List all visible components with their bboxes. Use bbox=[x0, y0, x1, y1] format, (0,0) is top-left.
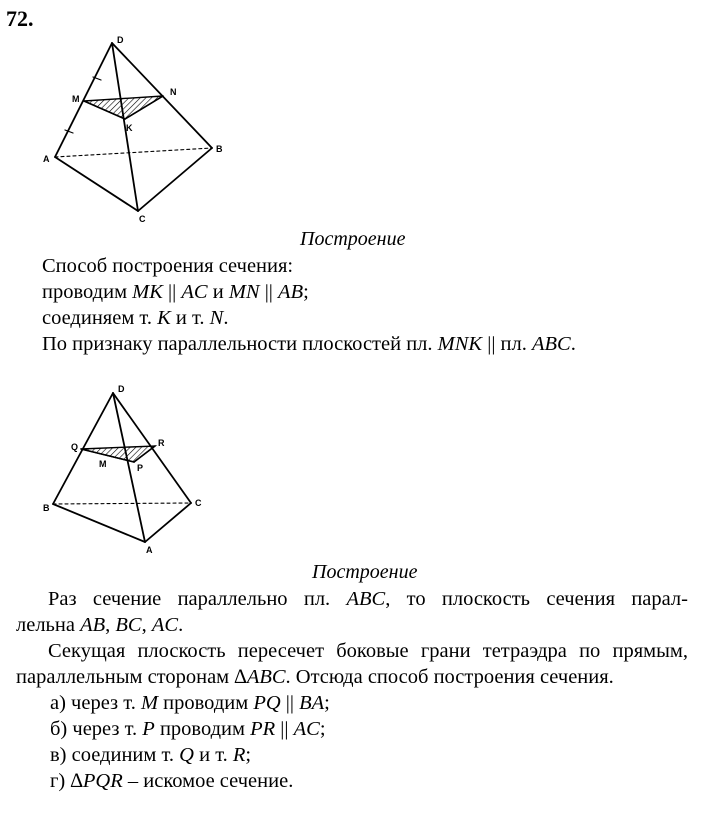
fig1-label-k: K bbox=[126, 123, 133, 133]
fig1-label-b: B bbox=[216, 144, 223, 154]
fig2-label-p: P bbox=[137, 463, 144, 473]
fig2-label-q: Q bbox=[71, 442, 79, 452]
fig1-label-n: N bbox=[170, 87, 177, 97]
fig1-label-d: D bbox=[117, 35, 124, 45]
section2-item-d: г) ∆PQR – искомое сечение. bbox=[50, 770, 294, 792]
section2-item-b: б) через т. P проводим PR || AC; bbox=[50, 718, 326, 740]
figure2-drawing bbox=[53, 393, 191, 542]
section2-item-a: а) через т. M проводим PQ || BA; bbox=[50, 692, 330, 714]
section1-line3: соединяем т. K и т. N. bbox=[42, 307, 229, 329]
fig2-label-b: B bbox=[43, 503, 50, 513]
section1-line2: проводим MK || AC и MN || AB; bbox=[42, 281, 309, 303]
section1-caption: Построение bbox=[300, 228, 406, 250]
fig2-label-d: D bbox=[118, 384, 125, 394]
fig2-label-m: M bbox=[99, 459, 107, 469]
fig1-label-c: C bbox=[139, 214, 146, 224]
fig2-label-c: C bbox=[195, 498, 202, 508]
section1-line1: Способ построения сечения: bbox=[42, 255, 294, 277]
section2-p1a: Раз сечение параллельно пл. ABC, то плоскость сечения парал- bbox=[48, 588, 688, 610]
problem-number: 72. bbox=[6, 6, 34, 31]
fig2-label-a: A bbox=[146, 545, 153, 555]
fig1-label-a: A bbox=[43, 154, 50, 164]
fig2-label-r: R bbox=[158, 438, 165, 448]
section2-p2a: Секущая плоскость пересечет боковые грани тетраэдра по прямым, bbox=[48, 640, 688, 662]
fig1-label-m: M bbox=[72, 94, 80, 104]
section1-line4: По признаку параллельности плоскостей пл. MNK || пл. ABC. bbox=[42, 333, 576, 355]
section2-caption: Построение bbox=[312, 561, 418, 583]
section2-p2b: параллельным сторонам ∆ABC. Отсюда способ построения сечения. bbox=[16, 666, 614, 688]
section2-p1b: лельна AB, BC, AC. bbox=[16, 614, 184, 636]
section2-item-c: в) соединим т. Q и т. R; bbox=[50, 744, 252, 766]
